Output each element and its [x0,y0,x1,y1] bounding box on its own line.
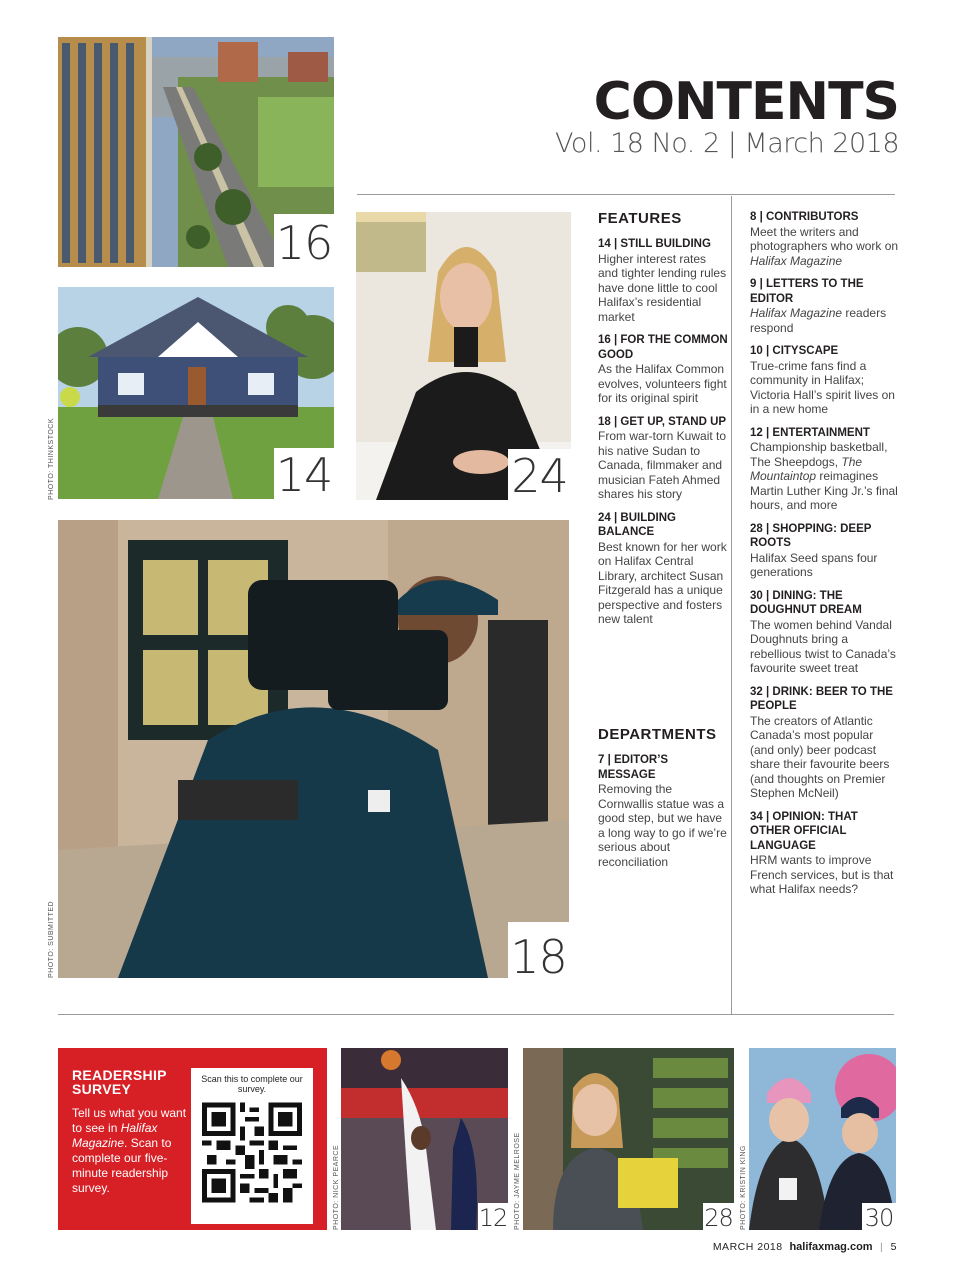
footer-site-link[interactable]: halifaxmag.com [789,1241,873,1253]
toc-entry-title: 9 | LETTERS TO THE EDITOR [750,278,864,305]
header-rule [357,194,895,195]
page-number-28: 28 [704,1204,733,1232]
qr-code-icon[interactable] [202,1100,302,1205]
page-number-12: 12 [478,1204,508,1232]
photo-credit: PHOTO: JAYME MELROSE [514,1132,521,1230]
toc-entry-title: 16 | FOR THE COMMON GOOD [598,334,728,361]
column-divider [731,196,732,1014]
toc-entry[interactable] [750,210,900,268]
toc-entry[interactable] [598,753,728,869]
survey-text: Tell us what you want to see in Halifax Magazine. Scan to complete our five-minute readership survey. [72,1106,187,1195]
photo-credit: PHOTO: SUBMITTED [48,900,55,978]
page-footer [713,1241,897,1253]
page-title: CONTENTS [593,72,899,132]
toc-entry[interactable] [750,589,900,676]
toc-entry[interactable] [750,522,900,580]
photo-credit: PHOTO: KRISTIN KING [740,1145,747,1230]
page-number-14: 14 [275,448,333,502]
footer-rule [58,1014,894,1015]
filmmaker-camera-photo [58,520,569,978]
departments-heading: DEPARTMENTS [598,726,717,743]
toc-entry-desc: As the Halifax Common evolves, volunteers fight for its original spirit [598,362,727,405]
footer-month: MARCH 2018 [712,1241,783,1253]
toc-entry-title: 12 | ENTERTAINMENT [750,426,870,439]
toc-entry[interactable] [750,344,900,417]
toc-entry-desc: Meet the writers and photographers who work on Halifax Magazine [750,224,899,268]
toc-entry-desc: From war-torn Kuwait to his native Sudan to Canada, filmmaker and musician Fateh Ahmed shares his story [598,429,727,501]
toc-entry[interactable] [598,511,728,627]
toc-entry-title: 28 | SHOPPING: DEEP ROOTS [750,522,872,549]
toc-entry[interactable] [750,426,900,513]
toc-entry[interactable] [598,415,728,502]
toc-entry-title: 7 | EDITOR’S MESSAGE [598,754,669,781]
toc-entry-title: 18 | GET UP, STAND UP [598,415,727,428]
toc-entry-desc: Best known for her work on Halifax Central Library, architect Susan Fitzgerald has a unique perspective and fosters new talent [598,539,727,626]
footer-separator: | [880,1241,884,1253]
departments-column [598,726,728,878]
toc-entry-desc: HRM wants to improve French services, but is that what Halifax needs? [750,853,894,896]
page-number-16: 16 [275,216,333,270]
footer-page-number: 5 [890,1241,897,1253]
page-number-30: 30 [862,1203,896,1230]
toc-entry-title: 24 | BUILDING BALANCE [598,511,676,538]
page-number-24: 24 [508,449,571,500]
photo-credit: PHOTO: THINKSTOCK [48,417,55,500]
toc-entry-title: 14 | STILL BUILDING [598,238,711,250]
toc-entry-desc: Championship basketball, The Sheepdogs, The Mountaintop reimagines Martin Luther King Jr.’s final hours, and more [750,440,898,512]
toc-entry[interactable] [750,810,900,897]
toc-entry-title: 30 | DINING: THE DOUGHNUT DREAM [750,589,862,616]
photo-credit: PHOTO: NICK PEARCE [333,1144,340,1230]
toc-entry-desc: The women behind Vandal Doughnuts bring a rebellious twist to Canada’s favourite sweet treat [750,617,896,675]
toc-entry-desc: The creators of Atlantic Canada’s most popular (and only) beer podcast share their favourite beers (and thoughts on Premier Stephen McNeil) [750,713,890,800]
toc-entry-desc: Halifax Magazine readers respond [750,306,887,335]
toc-entry[interactable] [598,333,728,406]
toc-entry[interactable] [598,237,728,324]
toc-entry[interactable] [750,685,900,801]
toc-entry-desc: Removing the Cornwallis statue was a good step, but we have a long way to go if we’re serious about reconciliation [598,782,727,869]
toc-entry-title: 32 | DRINK: BEER TO THE PEOPLE [750,685,893,712]
features-heading: FEATURES [598,210,682,227]
readership-survey-box[interactable] [58,1048,327,1230]
toc-entry-title: 10 | CITYSCAPE [750,345,839,357]
survey-title: READERSHIP SURVEY [72,1067,167,1097]
page-number-18: 18 [508,922,569,978]
toc-entry[interactable] [750,277,900,335]
qr-card[interactable] [191,1068,313,1224]
toc-entry-title: 34 | OPINION: THAT OTHER OFFICIAL LANGUAGE [750,810,858,852]
issue-line: Vol. 18 No. 2 | March 2018 [555,128,899,159]
qr-label: Scan this to complete our survey. [201,1074,303,1094]
toc-entry-desc: Higher interest rates and tighter lending rules have done little to cool Halifax’s residential market [598,251,727,324]
toc-entry-desc: Halifax Seed spans four generations [750,550,878,579]
features-column [598,210,728,636]
toc-entry-title: 8 | CONTRIBUTORS [750,211,859,223]
toc-entry-desc: True-crime fans find a community in Halifax; Victoria Hall’s spirit lives on in a new home [750,358,895,416]
departments-column-2 [750,210,900,906]
